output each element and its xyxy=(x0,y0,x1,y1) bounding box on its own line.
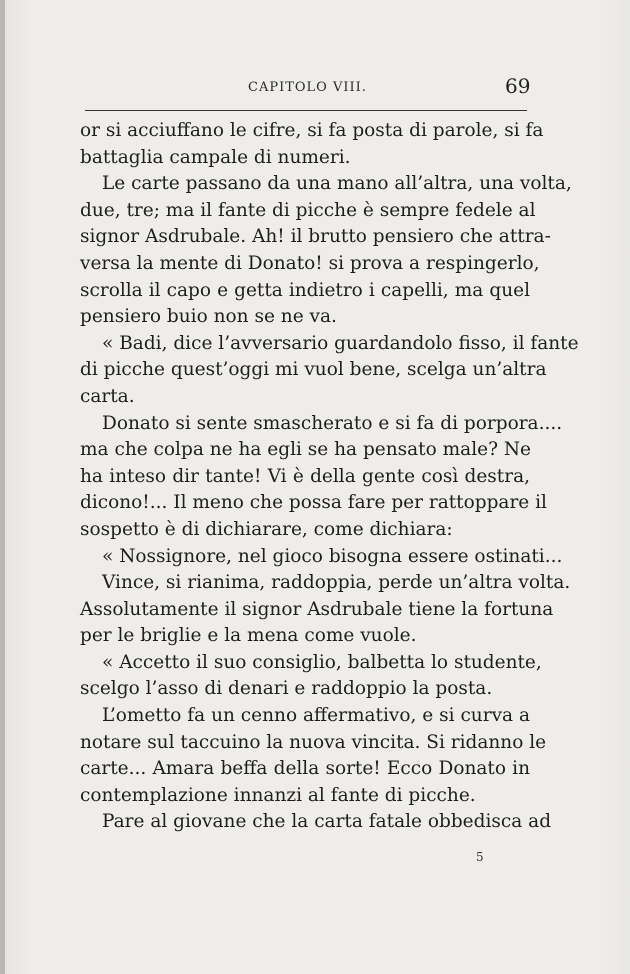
header-rule xyxy=(85,110,527,111)
text-line: contemplazione innanzi al fante di picche. xyxy=(80,784,476,806)
text-line: scelgo l’asso di denari e raddoppio la posta. xyxy=(80,678,493,700)
running-head xyxy=(0,74,630,104)
text-line: per le briglie e la mena come vuole. xyxy=(80,625,417,647)
text-line: versa la mente di Donato! si prova a respingerlo, xyxy=(80,252,540,274)
page-number: 69 xyxy=(505,74,531,98)
signature-mark: 5 xyxy=(476,850,484,864)
text-line: Le carte passano da una mano all’altra, una volta, xyxy=(102,173,572,195)
text-line: « Badi, dice l’avversario guardandolo fisso, il fante xyxy=(102,332,579,354)
text-line: scrolla il capo e getta indietro i capelli, ma quel xyxy=(80,279,530,301)
text-line: due, tre; ma il fante di picche è sempre fedele al xyxy=(80,199,536,221)
page-gutter xyxy=(0,0,5,974)
text-line: Assolutamente il signor Asdrubale tiene la fortuna xyxy=(80,598,554,620)
text-line: di picche quest’oggi mi vuol bene, scelga un’altra xyxy=(80,359,547,381)
text-line: « Nossignore, nel gioco bisogna essere ostinati... xyxy=(102,545,563,567)
text-line: dicono!... Il meno che possa fare per rattoppare il xyxy=(80,492,547,514)
text-line: Pare al giovane che la carta fatale obbedisca ad xyxy=(102,811,552,833)
text-line: Donato si sente smascherato e si fa di porpora.... xyxy=(102,412,563,434)
text-line: Vince, si rianima, raddoppia, perde un’altra volta. xyxy=(102,572,571,594)
text-line: battaglia campale di numeri. xyxy=(80,146,351,168)
text-line: ma che colpa ne ha egli se ha pensato male? Ne xyxy=(80,439,532,461)
text-line: sospetto è di dichiarare, come dichiara: xyxy=(80,518,453,540)
text-line: ha inteso dir tante! Vi è della gente così destra, xyxy=(80,465,530,487)
text-line: carta. xyxy=(80,385,135,407)
text-line: carte... Amara beffa della sorte! Ecco Donato in xyxy=(80,758,530,780)
text-line: L’ometto fa un cenno affermativo, e si curva a xyxy=(102,705,530,727)
text-line: or si acciuffano le cifre, si fa posta di parole, si fa xyxy=(80,120,544,141)
text-line: pensiero buio non se ne va. xyxy=(80,306,337,328)
text-line: signor Asdrubale. Ah! il brutto pensiero che attra- xyxy=(80,226,551,248)
text-line: « Accetto il suo consiglio, balbetta lo studente, xyxy=(102,651,542,673)
body-text xyxy=(80,118,579,836)
chapter-heading: CAPITOLO VIII. xyxy=(248,80,367,95)
text-line: notare sul taccuino la nuova vincita. Si ridanno le xyxy=(80,731,547,753)
